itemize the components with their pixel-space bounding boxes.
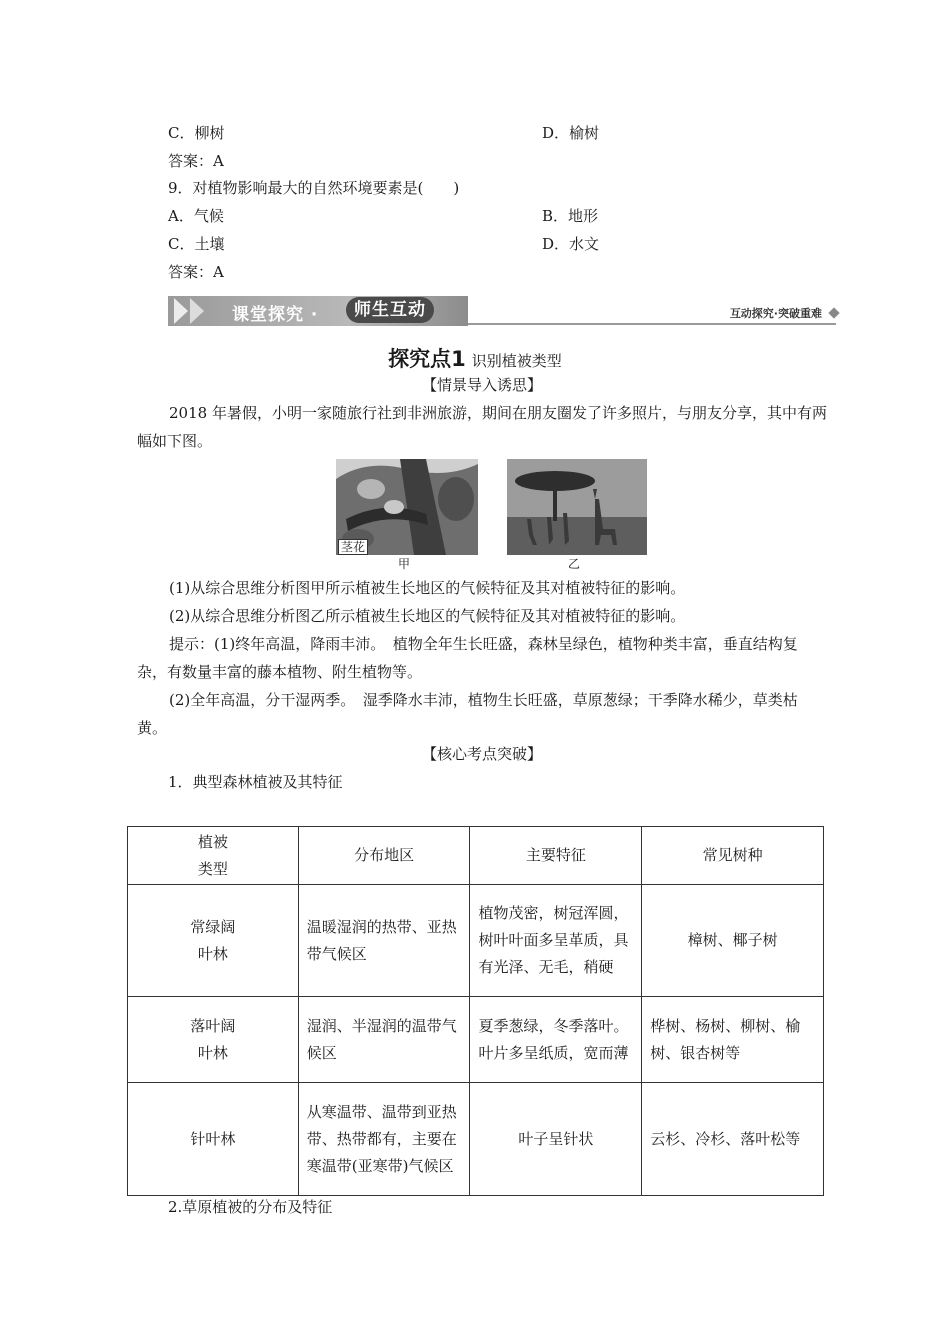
forest-table — [127, 826, 824, 1196]
hint-2: (2)全年高温，分干湿两季。 湿季降水丰沛，植物生长旺盛，草原葱绿；干季降水稀少，草类枯黄。 — [137, 691, 798, 737]
savanna-image — [507, 459, 647, 555]
question-1: (1)从综合思维分析图甲所示植被生长地区的气候特征及其对植被特征的影响。 — [169, 579, 686, 597]
photo-rainforest — [336, 459, 478, 555]
table-cell: 云杉、冷杉、落叶松等 — [642, 1083, 824, 1196]
table-row — [128, 1083, 824, 1196]
chevron-right-icon — [190, 298, 204, 324]
q8-option-c: C．柳树 — [168, 124, 225, 142]
table-cell: 落叶阔 叶林 — [128, 997, 299, 1083]
table-row — [128, 997, 824, 1083]
q9-stem: 9．对植物影响最大的自然环境要素是( ) — [168, 179, 460, 197]
point-2-title: 2.草原植被的分布及特征 — [168, 1198, 333, 1216]
photo-savanna — [507, 459, 647, 555]
q9-option-d: D．水文 — [542, 235, 600, 253]
table-header: 植被 类型 — [128, 827, 299, 885]
photo-tag: 茎花 — [338, 539, 368, 555]
hint-1: 提示：(1)终年高温，降雨丰沛。 植物全年生长旺盛，森林呈绿色，植物种类丰富，垂直结构复杂，有数量丰富的藤本植物、附生植物等。 — [137, 635, 798, 681]
table-cell: 湿润、半湿润的温带气候区 — [298, 997, 470, 1083]
point-1-title: 1．典型森林植被及其特征 — [168, 773, 343, 791]
question-2: (2)从综合思维分析图乙所示植被生长地区的气候特征及其对植被特征的影响。 — [169, 607, 686, 625]
table-header: 主要特征 — [470, 827, 642, 885]
chevron-right-icon — [174, 298, 188, 324]
table-cell: 针叶林 — [128, 1083, 299, 1196]
subheading-intro: 【情景导入诱思】 — [421, 376, 542, 394]
q9-option-c: C．土壤 — [168, 235, 225, 253]
section-banner — [168, 296, 840, 326]
diamond-icon — [828, 307, 839, 318]
table-cell: 常绿阔 叶林 — [128, 885, 299, 997]
table-row — [128, 885, 824, 997]
intro-paragraph: 2018 年暑假，小明一家随旅行社到非洲旅游，期间在朋友圈发了许多照片，与朋友分享，其中有两幅如下图。 — [137, 404, 827, 450]
table-header-row — [128, 827, 824, 885]
table-cell: 樟树、椰子树 — [642, 885, 824, 997]
section-heading — [0, 343, 950, 373]
photo-label-a: 甲 — [398, 557, 411, 571]
table-cell: 从寒温带、温带到亚热带、热带都有，主要在寒温带(亚寒带)气候区 — [298, 1083, 470, 1196]
banner-pill: 师生互动 — [346, 297, 434, 323]
banner-rule — [468, 323, 836, 325]
photo-label-b: 乙 — [568, 557, 581, 571]
table-cell: 温暖湿润的热带、亚热带气候区 — [298, 885, 470, 997]
heading-subtitle: 识别植被类型 — [471, 352, 562, 370]
heading-title: 探究点1 — [388, 347, 466, 371]
q9-answer: 答案：A — [168, 263, 224, 281]
banner-subtitle: 互动探究·突破重难 — [729, 307, 822, 320]
table-header: 常见树种 — [642, 827, 824, 885]
table-cell: 夏季葱绿，冬季落叶。叶片多呈纸质，宽而薄 — [470, 997, 642, 1083]
q8-answer: 答案：A — [168, 152, 224, 170]
banner-title: 课堂探究 · — [232, 305, 319, 325]
table-cell: 叶子呈针状 — [470, 1083, 642, 1196]
q9-option-a: A．气候 — [168, 207, 224, 225]
q9-option-b: B．地形 — [542, 207, 599, 225]
subheading-core: 【核心考点突破】 — [421, 745, 542, 763]
table-cell: 植物茂密，树冠浑圆，树叶叶面多呈革质，具有光泽、无毛，稍硬 — [470, 885, 642, 997]
table-cell: 桦树、杨树、柳树、榆树、银杏树等 — [642, 997, 824, 1083]
table-header: 分布地区 — [298, 827, 470, 885]
q8-option-d: D．榆树 — [542, 124, 600, 142]
